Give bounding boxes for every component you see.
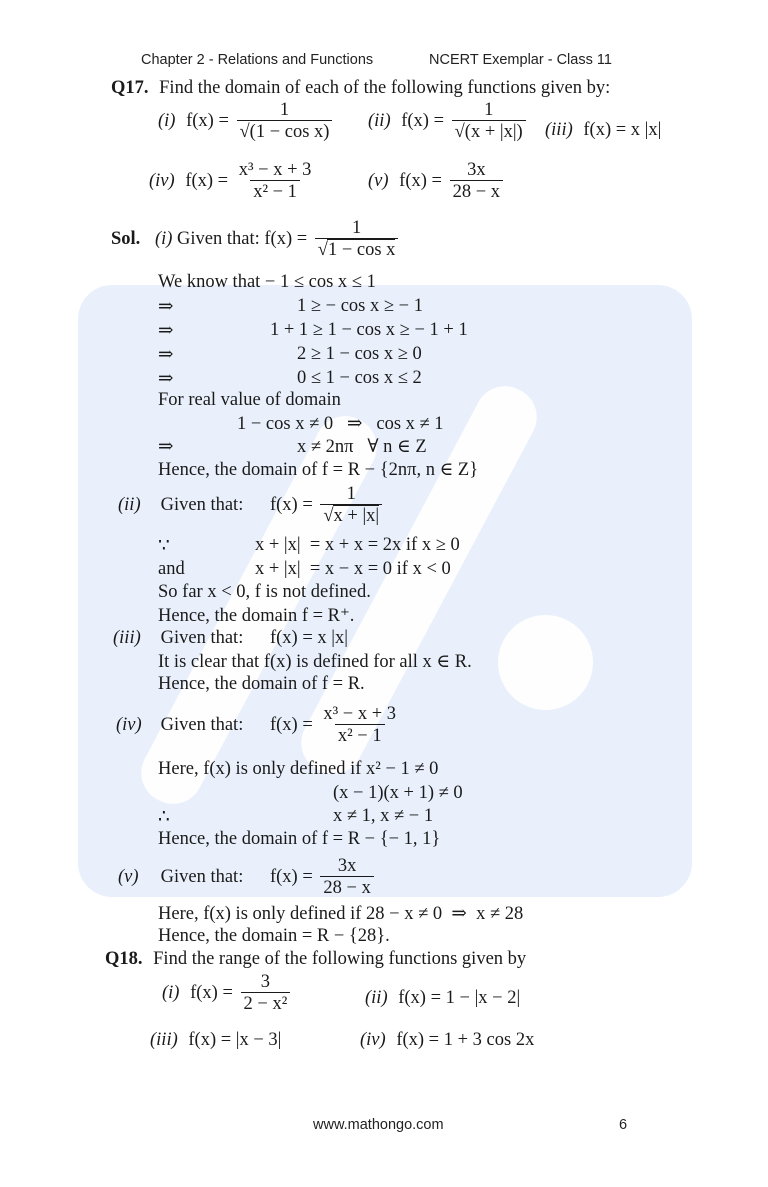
solution-line: 1 + 1 ≥ 1 − cos x ≥ − 1 + 1 [270, 320, 468, 340]
footer-website-link[interactable]: www.mathongo.com [313, 1117, 444, 1133]
sqrt-icon: √ [317, 240, 328, 261]
numerator: 1 [484, 100, 494, 120]
denominator: 1 − cos x [327, 240, 396, 261]
solution-line: 1 − cos x ≠ 0 ⇒ cos x ≠ 1 [237, 414, 444, 434]
solution-part-i-heading [111, 218, 401, 262]
sqrt-icon: √ [323, 506, 334, 527]
solution-part-iv-heading [116, 704, 402, 748]
and-text: and [158, 559, 185, 579]
item-lhs: f(x) = [399, 171, 442, 192]
solution-line: Hence, the domain f = R⁺. [158, 606, 355, 626]
denominator: x² − 1 [335, 724, 385, 747]
q17-number: Q17. [111, 78, 149, 98]
numerator: 3x [467, 160, 486, 180]
numerator: x³ − x + 3 [323, 704, 397, 724]
therefore-icon: ∴ [158, 807, 170, 827]
part-label: (iii) [113, 628, 141, 648]
q18-number: Q18. [105, 949, 143, 969]
solution-line: For real value of domain [158, 390, 341, 410]
q18-item-iii [150, 1030, 281, 1051]
solution-line: 2 ≥ 1 − cos x ≥ 0 [297, 344, 422, 364]
item-label: (v) [368, 171, 389, 192]
implies-icon: ⇒ [158, 437, 174, 457]
part-label: (ii) [118, 495, 141, 516]
q17-item-iv [149, 160, 317, 204]
item-label: (ii) [365, 988, 388, 1008]
solution-line: x + |x| = x − x = 0 if x < 0 [255, 559, 451, 579]
implies-icon: ⇒ [158, 345, 174, 365]
solution-line: x ≠ 2nπ ∀ n ∈ Z [297, 437, 427, 457]
solution-line: Hence, the domain of f = R − {− 1, 1} [158, 829, 441, 849]
q18-item-ii [365, 988, 520, 1009]
item-lhs: f(x) = [401, 111, 445, 132]
q17-heading [111, 78, 610, 99]
item-lhs: f(x) = [396, 1030, 440, 1050]
given-text: Given that: f(x) = [177, 229, 308, 250]
solution-line: 0 ≤ 1 − cos x ≤ 2 [297, 368, 422, 388]
solution-line: 1 ≥ − cos x ≥ − 1 [297, 296, 423, 316]
chapter-title: Chapter 2 - Relations and Functions [141, 52, 374, 68]
lhs: f(x) = [269, 867, 313, 888]
given-text: Given that: [160, 495, 244, 516]
solution-line: x + |x| = x + x = 2x if x ≥ 0 [255, 535, 460, 555]
part-label: (v) [118, 867, 139, 888]
implies-icon: ⇒ [158, 321, 174, 341]
denominator: x + |x| [333, 506, 380, 527]
given-text: Given that: [160, 867, 244, 888]
item-lhs: f(x) = [188, 1030, 232, 1050]
item-expression: |x − 3| [235, 1030, 282, 1050]
solution-line: Hence, the domain of f = R. [158, 674, 365, 694]
item-label: (iv) [149, 171, 175, 192]
q18-item-i [162, 972, 293, 1016]
q17-item-v [368, 160, 506, 204]
item-expression: 1 − |x − 2| [445, 988, 521, 1008]
solution-line: x ≠ 1, x ≠ − 1 [333, 806, 434, 826]
solution-part-ii-heading [118, 484, 385, 528]
watermark-dot [498, 615, 593, 710]
given-text: Given that: [160, 715, 244, 736]
item-label: (iii) [545, 120, 573, 140]
numerator: 1 [351, 218, 362, 238]
numerator: 3x [337, 856, 357, 876]
q18-heading [105, 949, 526, 970]
solution-line: (x − 1)(x + 1) ≠ 0 [333, 783, 463, 803]
item-lhs: f(x) = [185, 171, 229, 192]
implies-icon: ⇒ [158, 369, 174, 389]
part-label: (iv) [116, 715, 142, 736]
numerator: 3 [260, 972, 270, 992]
denominator: x² − 1 [250, 180, 300, 203]
because-icon: ∵ [158, 536, 170, 556]
lhs: f(x) = [269, 715, 313, 736]
q18-prompt: Find the range of the following functions given by [153, 949, 527, 969]
numerator: 1 [279, 100, 290, 120]
item-lhs: f(x) = [583, 120, 627, 140]
lhs: f(x) = x |x| [269, 628, 348, 648]
item-label: (i) [158, 111, 176, 132]
numerator: x³ − x + 3 [238, 160, 312, 180]
item-label: (iv) [360, 1030, 386, 1050]
item-expression: x |x| [630, 120, 662, 140]
q17-item-i [158, 100, 335, 144]
item-label: (ii) [368, 111, 391, 132]
page-number: 6 [619, 1117, 628, 1133]
q17-item-ii [368, 100, 529, 144]
numerator: 1 [346, 484, 356, 504]
q17-item-iii [545, 120, 661, 141]
solution-line: So far x < 0, f is not defined. [158, 582, 371, 602]
item-expression: 1 + 3 cos 2x [443, 1030, 535, 1050]
part-label: (i) [154, 229, 173, 250]
solution-line: Hence, the domain = R − {28}. [158, 926, 390, 946]
denominator: 28 − x [450, 180, 503, 203]
denominator: √(x + |x|) [452, 120, 526, 143]
item-lhs: f(x) = [186, 111, 229, 132]
denominator: 28 − x [320, 876, 373, 899]
lhs: f(x) = [269, 495, 313, 516]
q17-prompt: Find the domain of each of the following functions given by: [159, 78, 611, 98]
solution-line: It is clear that f(x) is defined for all x ∈ R. [158, 652, 472, 672]
given-text: Given that: [160, 628, 244, 648]
solution-line: Here, f(x) is only defined if x² − 1 ≠ 0 [158, 759, 439, 779]
solution-label: Sol. [111, 229, 141, 250]
denominator: √(1 − cos x) [237, 120, 333, 143]
solution-part-v-heading [118, 856, 377, 900]
book-title: NCERT Exemplar - Class 11 [429, 52, 612, 68]
solution-part-iii-heading [113, 628, 348, 649]
solution-line: Here, f(x) is only defined if 28 − x ≠ 0 ⇒ x ≠ 28 [158, 904, 524, 924]
item-label: (iii) [150, 1030, 178, 1050]
q18-item-iv [360, 1030, 534, 1051]
item-lhs: f(x) = [398, 988, 442, 1008]
item-lhs: f(x) = [190, 983, 233, 1004]
solution-line: We know that − 1 ≤ cos x ≤ 1 [158, 272, 376, 292]
implies-icon: ⇒ [158, 297, 174, 317]
denominator: 2 − x² [241, 992, 291, 1015]
solution-line: Hence, the domain of f = R − {2nπ, n ∈ Z} [158, 460, 479, 480]
item-label: (i) [162, 983, 180, 1004]
